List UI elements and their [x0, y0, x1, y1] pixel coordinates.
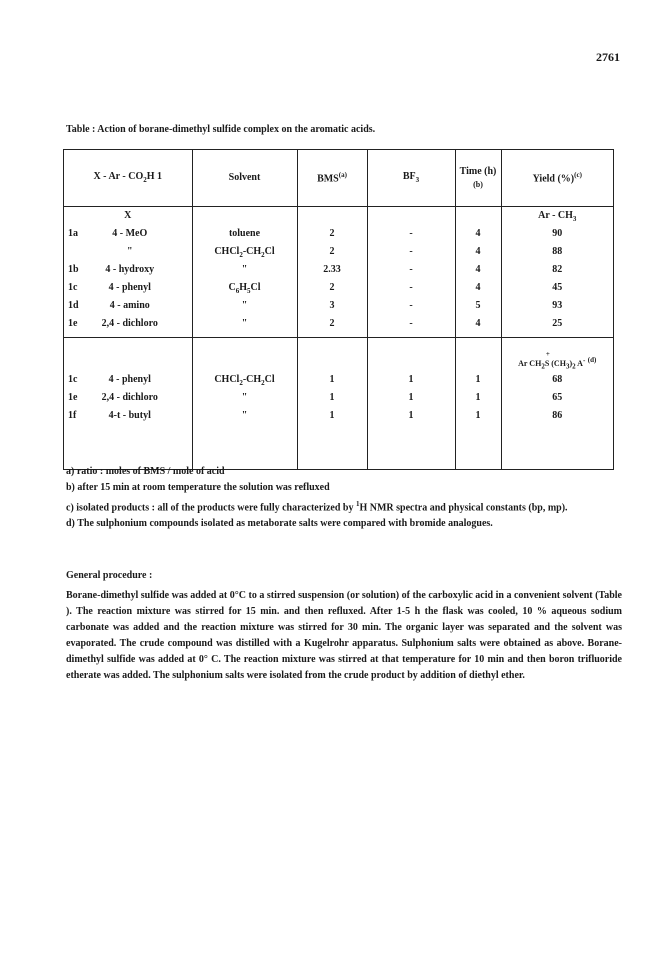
table-row: 1c 4 - phenyl $CHCl_2-CH_2Cl$ 1 1 1 68 [64, 375, 613, 393]
group2-subheader [64, 338, 613, 376]
general-procedure-title: General procedure : [66, 570, 153, 581]
table-row: 1c 4 - phenyl $C_6H_5Cl$ 2 - 4 45 [64, 283, 613, 301]
table-caption: Table : Action of borane-dimethyl sulfide complex on the aromatic acids. [66, 124, 376, 135]
table-row: 1f 4-t - butyl " 1 1 1 86 [64, 411, 613, 429]
table-row: " $CHCl_2-CH_2Cl$ 2 - 4 88 [64, 247, 613, 265]
table-row: 1a 4 - MeO toluene 2 - 4 90 [64, 229, 613, 247]
table-row: 1e 2,4 - dichloro " 2 - 4 25 [64, 319, 613, 338]
table-row: 1d 4 - amino " 3 - 5 93 [64, 301, 613, 319]
footnote-c: c) isolated products : all of the products were fully characterized by $^1$H NMR spectra and physical constants (bp, mp). [66, 500, 568, 514]
group2-product: Ar $CH_2$ + S $(CH_3)_2$ A- $^{(d)}$ [501, 338, 613, 376]
table-header-row [64, 150, 613, 207]
table-row: 1e 2,4 - dichloro " 1 1 1 65 [64, 393, 613, 411]
results-table [63, 149, 614, 470]
header-compound: X - Ar - $CO_2H$ 1 [64, 150, 192, 207]
header-bms: BMS$^{(a)}$ [297, 150, 367, 207]
header-solvent: Solvent [192, 150, 297, 207]
table-row: 1b 4 - hydroxy " 2.33 - 4 82 [64, 265, 613, 283]
general-procedure-body: Borane-dimethyl sulfide was added at 0°C to a stirred suspension (or solution) of the carboxylic acid in a convenient solvent (Table ). The reaction mixture was stirred for 15 min. and then refluxed. After 1-5 h the flask was cooled, 10 % aqueous sodium carbonate was added and the reaction mixture was stirred for 30 min. The organic layer was separated and the solvent was evaporated. The crude compound was distilled with a Kugelrohr apparatus. Sulphonium salts were obtained as above. Borane-dimethyl sulfide was added at 0° C. The reaction mixture was stirred at that temperature for 10 min and then boron trifluoride etherate was added. The sulphonium salts were isolated from the crude product by addition of diethyl ether. [66, 590, 622, 681]
header-time: Time (h) (b) [455, 150, 501, 207]
group1-product: Ar - $CH_3$ [501, 207, 613, 230]
footnotes [66, 464, 622, 532]
group1-x: X [124, 210, 132, 221]
footnote-a: a) ratio : moles of BMS / mole of acid [66, 466, 225, 477]
header-bf3: $BF_3$ [367, 150, 455, 207]
page-number: 2761 [596, 50, 620, 64]
footnote-b: b) after 15 min at room temperature the solution was refluxed [66, 482, 330, 493]
footnote-d: d) The sulphonium compounds isolated as metaborate salts were compared with bromide analogues. [66, 518, 493, 530]
group1-subheader [64, 207, 613, 230]
header-yield: Yield (%)$^{(c)}$ [501, 150, 613, 207]
